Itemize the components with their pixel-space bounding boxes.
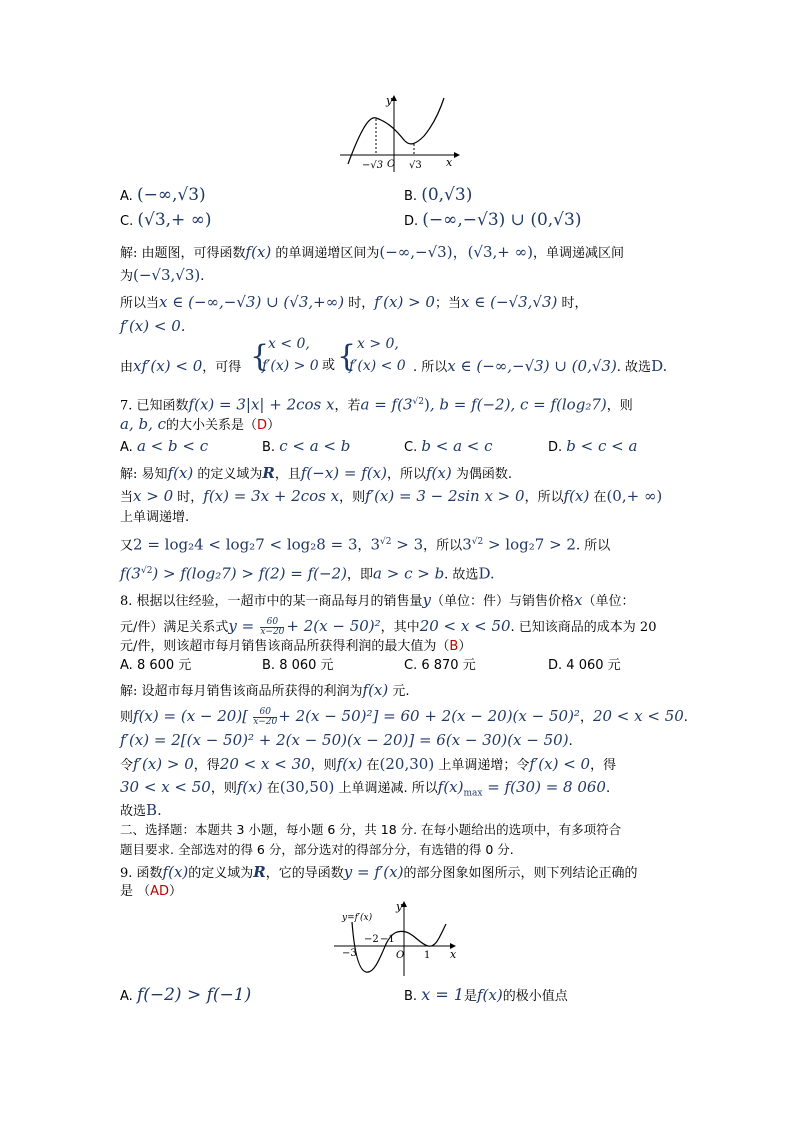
q7-solution-line5: $f(3^{√2}) > f(\log_27) > f(2) = f(-2)$，即a > c > b. 故选D. (120, 564, 495, 583)
graph2-tick-m3: −3 (342, 948, 357, 959)
q7-option-a: A. a < b < c (120, 437, 209, 455)
q8-option-b: B. 8 060 元 (262, 658, 334, 673)
graph1-tick-root3: √3 (409, 160, 422, 171)
graph-f-curve (336, 92, 466, 174)
q6-option-c: C. (√3,+ ∞) (120, 210, 212, 230)
q7-option-c: C. b < a < c (404, 437, 493, 455)
q8-answer: B (449, 639, 459, 654)
q9-stem-line2: 是 （AD） (120, 884, 183, 899)
graph2-tick-m2: −2 (364, 934, 379, 945)
q8-solution-line6: 故选B. (120, 801, 162, 819)
q8-solution-line1: 解: 设超市每月销售该商品所获得的利润为f(x) 元. (120, 681, 410, 699)
x-axis-arrow-icon (454, 152, 460, 158)
fprime-curve (352, 922, 446, 972)
q8-stem-line3: 元/件，则该超市每月销售该商品所获得利润的最大值为（B） (120, 639, 472, 654)
q8-stem-line2: 元/件）满足关系式y = $\frac{60}{x-20}$ + 2(x − 50)²，其中20 < x < 50. 已知该商品的成本为 20 (120, 617, 657, 637)
q7-solution-line3: 上单调递增. (120, 510, 190, 525)
q7-stem-line2: a, b, c的大小关系是（D） (120, 415, 281, 433)
q6-solution-line1: 解: 由题图，可得函数f(x) 的单调递增区间为(−∞,−√3)，(√3,+ ∞)，单调递减区间 (120, 243, 625, 261)
q8-solution-line4: 令f′(x) > 0，得20 < x < 30，则f(x) 在(20,30) 上单调递增；令f′(x) < 0，得 (120, 755, 617, 773)
q6-or: 或 (322, 358, 336, 373)
q9-option-b: B. x = 1是f(x)的极小值点 (404, 985, 568, 1004)
graph2-xlabel: x (450, 948, 457, 961)
q6-solution-line2: 为(−√3,√3). (120, 266, 205, 284)
q6-solution-line3: 所以当x ∈ (−∞,−√3) ∪ (√3,+∞) 时，f′(x) > 0；当x ∈ (−√3,√3) 时， (120, 293, 588, 311)
q6-option-d: D. (−∞,−√3) ∪ (0,√3) (404, 210, 582, 230)
q8-stem-line1: 8. 根据以往经验，一超市中的某一商品每月的销售量y（单位：件）与销售价格x（单位： (120, 591, 635, 609)
graph2-origin: O (396, 950, 405, 961)
q8-option-c: C. 6 870 元 (404, 658, 476, 673)
q6-option-b: B. (0,√3) (404, 185, 473, 205)
q9-answer: AD (150, 884, 170, 899)
f-curve (348, 98, 444, 164)
q8-solution-line2: 则f(x) = (x − 20)[ $\frac{60}{x-20}$ + 2(x − 50)²] = 60 + 2(x − 20)(x − 50)²，20 < x < 50. (120, 707, 688, 727)
section-header-line1: 二、选择题：本题共 3 小题，每小题 6 分，共 18 分. 在每小题给出的选项中，有多项符合 (120, 822, 622, 837)
graph1-tick-neg-root3: −√3 (362, 160, 384, 171)
q6-option-a: A. (−∞,√3) (120, 185, 206, 205)
q8-option-a: A. 8 600 元 (120, 658, 192, 673)
graph2-curve-label: y=f′(x) (342, 913, 373, 923)
graph2-ylabel: y (396, 900, 403, 913)
q6-solution-line5: 由xf′(x) < 0，可得 (120, 357, 242, 375)
q9-option-a: A. f(−2) > f(−1) (120, 985, 252, 1005)
graph1-ylabel: y (386, 94, 393, 107)
q8-solution-line3: f′(x) = 2[(x − 50)² + 2(x − 50)(x − 20)] = 6(x − 30)(x − 50). (120, 731, 573, 749)
q7-solution-line1: 解: 易知f(x) 的定义域为R，且f(−x) = f(x)，所以f(x) 为偶函数. (120, 464, 512, 482)
graph1-origin: O (387, 159, 396, 170)
q8-option-d: D. 4 060 元 (548, 658, 621, 673)
q9-stem-line1: 9. 函数f(x)的定义域为R，它的导函数y = f′(x)的部分图象如图所示，则下列结论正确的 (120, 863, 638, 881)
q6-solution-line5b: . 所以x ∈ (−∞,−√3) ∪ (0,√3). 故选D. (413, 357, 668, 375)
q7-solution-line4: 又2 = log₂4 < log₂7 < log₂8 = 3，$3^{√2} > 3$，所以$3^{√2} > \log_27 > 2$. 所以 (120, 535, 611, 554)
graph2-tick-1: 1 (424, 950, 431, 961)
q7-answer: D (257, 418, 268, 433)
section-header-line2: 题目要求. 全部选对的得 6 分，部分选对的得部分分，有选错的得 0 分. (120, 842, 514, 857)
q7-option-d: D. b < c < a (548, 437, 638, 455)
q7-option-b: B. c < a < b (262, 437, 351, 455)
graph-fprime-curve (330, 898, 462, 980)
q7-stem-line1: 7. 已知函数f(x) = 3|x| + 2cos x，若$a = f(3^{√2})$, b = f(−2), c = f(log₂7)，则 (120, 395, 633, 414)
q7-solution-line2: 当x > 0 时，f(x) = 3x + 2cos x，则f′(x) = 3 − 2sin x > 0，所以f(x) 在(0,+ ∞) (120, 487, 663, 505)
graph2-tick-m1: −1 (380, 934, 395, 945)
q6-solution-line4: f′(x) < 0. (120, 317, 186, 335)
q8-solution-line5: 30 < x < 50，则f(x) 在(30,50) 上单调递减. 所以$f(x)_{max} = f(30) = 8$ 060. (120, 778, 611, 799)
graph1-xlabel: x (446, 156, 453, 169)
